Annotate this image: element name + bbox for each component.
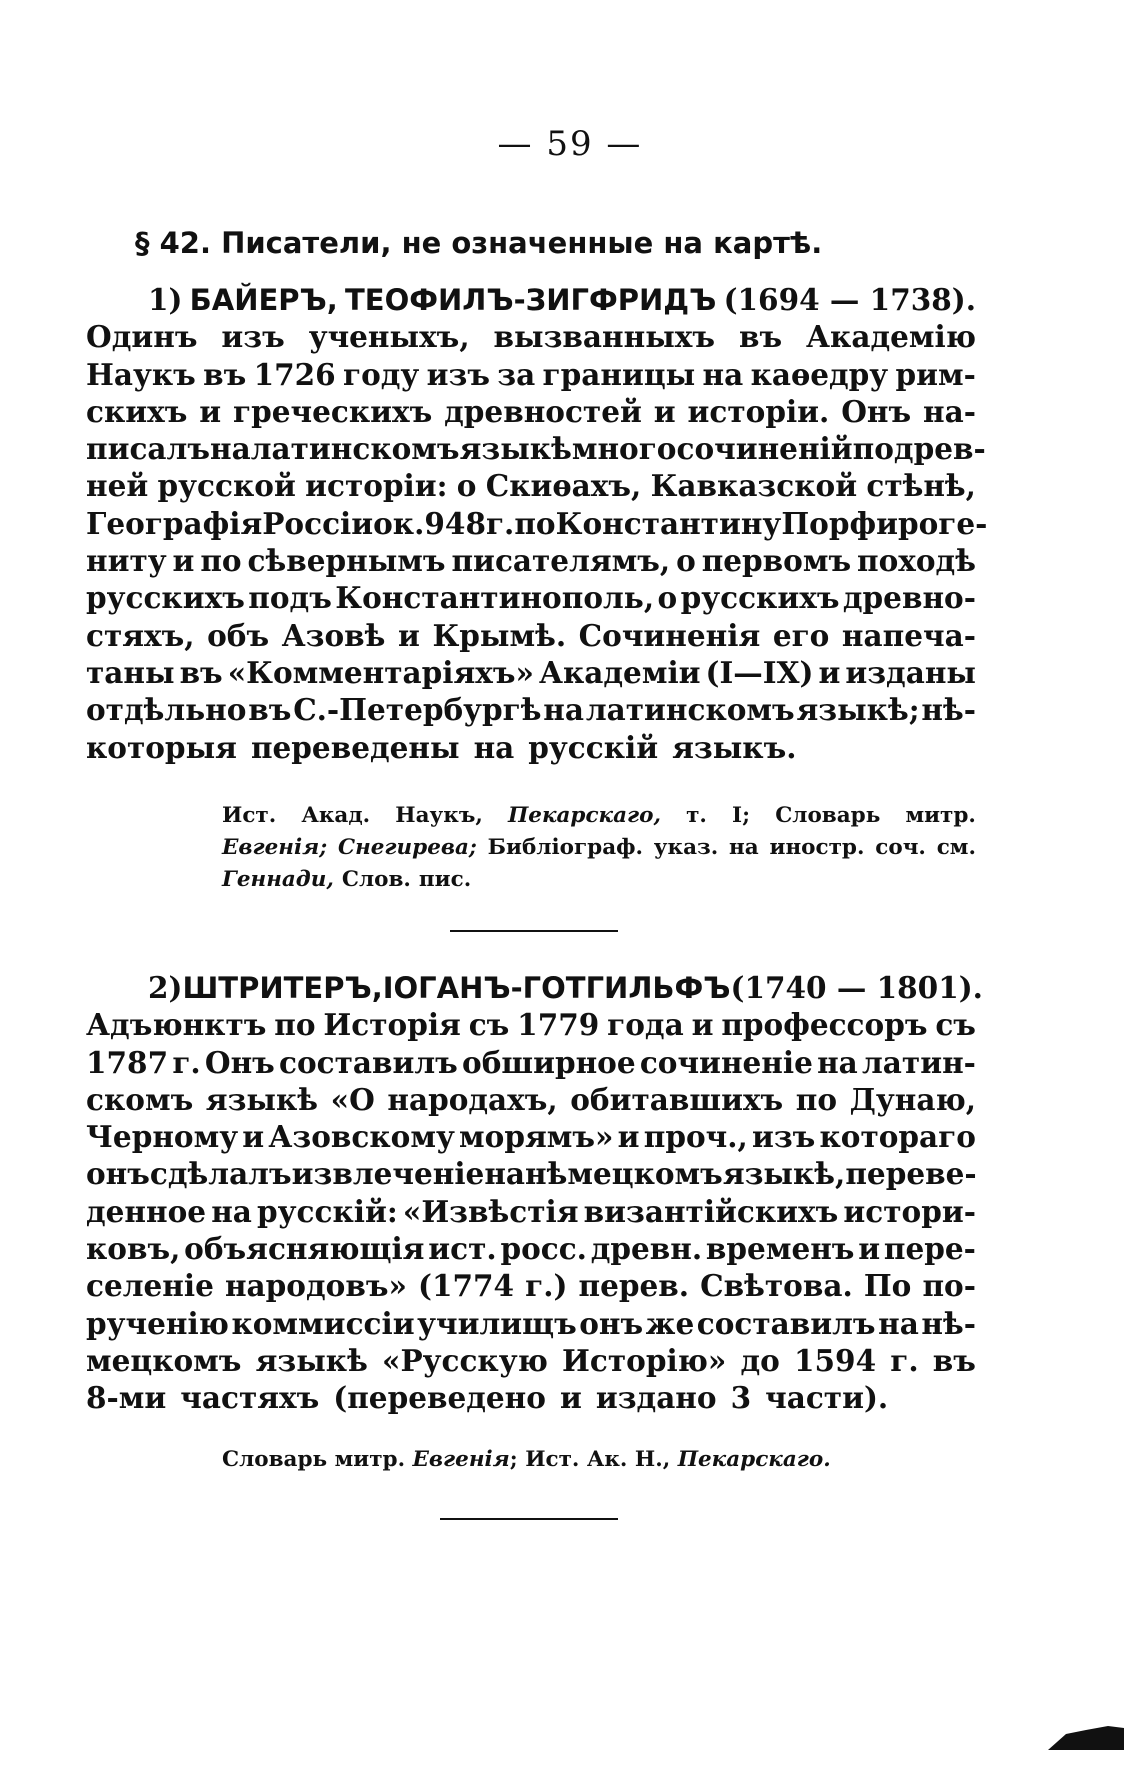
- word: ниту: [86, 543, 167, 579]
- word: и: [172, 543, 195, 579]
- reference-word: указ.: [653, 835, 719, 860]
- word: Скиѳахъ,: [485, 468, 642, 504]
- reference-word: Евгенія;: [222, 835, 328, 860]
- word: 1726: [253, 356, 336, 392]
- word: древно-: [842, 580, 976, 616]
- word: писателямъ,: [451, 543, 671, 579]
- word: и: [199, 393, 222, 429]
- word: составилъ: [696, 1305, 876, 1341]
- word: подъ: [248, 580, 332, 616]
- word: 948: [424, 505, 486, 541]
- word: исторіи.: [687, 393, 830, 429]
- word: русской: [157, 468, 296, 504]
- word: денное: [86, 1193, 207, 1229]
- word: г.: [485, 505, 515, 541]
- text-line: [86, 357, 976, 394]
- word: Одинъ: [86, 319, 198, 355]
- word: По: [863, 1268, 912, 1304]
- word: ковъ,: [86, 1231, 181, 1267]
- reference-word: т.: [686, 803, 707, 828]
- word: ТЕОФИЛЪ-ЗИГФРИДЪ: [345, 283, 717, 317]
- word: нѣмецкомъ: [525, 1156, 723, 1192]
- word: обитавшихъ: [570, 1081, 784, 1117]
- text-line: [86, 1119, 976, 1156]
- word: древ-: [893, 431, 986, 467]
- reference-word: пис.: [418, 867, 472, 892]
- word: и: [858, 1231, 881, 1267]
- word: сѣвернымъ: [247, 543, 446, 579]
- word: до: [740, 1342, 780, 1378]
- word: русскихъ: [680, 580, 840, 616]
- word: на: [878, 1305, 919, 1341]
- word: исторіи:: [305, 468, 448, 504]
- word: ок.: [373, 505, 425, 541]
- word: онъ: [579, 1305, 644, 1341]
- word: въ: [248, 692, 292, 728]
- word: и: [242, 1119, 265, 1155]
- word: Константинополь,: [335, 580, 655, 616]
- word: съ: [935, 1007, 976, 1043]
- word: Наукъ: [86, 356, 196, 392]
- word: изданы: [845, 654, 976, 690]
- word: пере-: [883, 1231, 976, 1267]
- word: о: [456, 468, 477, 504]
- word: по-: [922, 1268, 976, 1304]
- word: г.: [172, 1044, 201, 1080]
- word: и: [653, 393, 676, 429]
- word: русскій:: [257, 1193, 398, 1229]
- word: ученыхъ,: [308, 319, 470, 355]
- word: котораго: [819, 1119, 976, 1155]
- word: извлеченіе: [291, 1156, 485, 1192]
- text-line: [86, 543, 976, 580]
- word: сочиненій: [676, 431, 853, 467]
- word: Кавказской: [650, 468, 858, 504]
- word: 1787: [86, 1044, 169, 1080]
- word: Исторію»: [562, 1342, 727, 1378]
- word: проч.,: [643, 1119, 748, 1155]
- word: профессоръ: [721, 1007, 928, 1043]
- text-line: [86, 730, 976, 767]
- word: греческихъ: [233, 393, 433, 429]
- text-line: [86, 692, 976, 729]
- text-line: [86, 1231, 976, 1268]
- word: г.): [525, 1268, 568, 1304]
- word: Черному: [86, 1119, 239, 1155]
- word: нѣ-: [921, 692, 976, 728]
- word: мецкомъ: [86, 1342, 242, 1378]
- word: Географія: [86, 505, 263, 541]
- word: изъ: [221, 319, 285, 355]
- word: рученію: [86, 1305, 229, 1341]
- references-bayer: [222, 803, 976, 899]
- word: Онъ: [204, 1044, 275, 1080]
- word: много: [571, 431, 677, 467]
- word: языкѣ: [205, 1081, 319, 1117]
- word: въ: [932, 1342, 976, 1378]
- word: и: [691, 1007, 714, 1043]
- word: временъ: [705, 1231, 855, 1267]
- word: древн.: [590, 1231, 703, 1267]
- reference-word: Геннади,: [222, 867, 334, 892]
- text-line: [86, 655, 976, 692]
- word: года: [607, 1007, 684, 1043]
- word: каѳедру: [750, 356, 889, 392]
- word: въ: [203, 356, 247, 392]
- word: скихъ: [86, 393, 188, 429]
- text-line: [86, 1343, 976, 1380]
- word: училищъ: [417, 1305, 577, 1341]
- word: по: [852, 431, 894, 467]
- word: (1694 — 1738).: [723, 282, 976, 317]
- text-line: [86, 1082, 976, 1119]
- page-number: — 59 —: [497, 124, 643, 164]
- word: сочиненіе: [639, 1044, 813, 1080]
- reference-word: Словарь: [775, 803, 881, 828]
- entry-heading-line: [86, 282, 976, 319]
- word: за: [497, 356, 536, 392]
- word: Азовскому: [268, 1119, 455, 1155]
- word: на: [702, 356, 744, 392]
- reference-word: соч.: [875, 835, 926, 860]
- word: таны: [86, 654, 175, 690]
- entry-stritter: [86, 970, 983, 1418]
- reference-author-italic: Евгенія: [412, 1447, 510, 1472]
- word: морямъ»: [459, 1119, 614, 1155]
- word: латинскомъ: [250, 431, 460, 467]
- word: изъ: [751, 1119, 816, 1155]
- word: границы: [542, 356, 696, 392]
- word: рим-: [895, 356, 976, 392]
- word: 8-ми: [86, 1380, 167, 1416]
- word: и: [818, 654, 841, 690]
- reference-author-italic: Пекарскаго.: [677, 1447, 831, 1472]
- word: въ: [738, 319, 783, 355]
- ink-blot-mark: [1046, 1722, 1126, 1752]
- word: Онъ: [841, 393, 912, 429]
- word: на: [473, 729, 515, 765]
- text-line: [86, 1045, 976, 1082]
- word: языкѣ,: [722, 1156, 846, 1192]
- word: истори-: [843, 1193, 976, 1229]
- text-line: [86, 505, 988, 543]
- word: по: [795, 1081, 838, 1117]
- word: коммиссіи: [231, 1305, 415, 1341]
- word: языкѣ: [459, 431, 572, 467]
- references-stritter: [222, 1447, 982, 1472]
- word: и: [559, 1380, 582, 1416]
- reference-line: [222, 803, 976, 835]
- reference-word: Пекарскаго,: [507, 803, 661, 828]
- word: (I—IX): [705, 654, 814, 690]
- word: походѣ: [857, 543, 976, 579]
- text-line: [86, 580, 976, 617]
- text-line: [86, 1007, 976, 1044]
- word: (переведено: [333, 1380, 546, 1416]
- word: Академію: [806, 319, 976, 355]
- word: (1740 — 1801).: [730, 970, 983, 1005]
- word: въ: [179, 654, 223, 690]
- word: писалъ: [86, 431, 210, 467]
- word: Крымѣ.: [432, 617, 567, 653]
- word: году: [343, 356, 420, 392]
- word: 2): [148, 970, 183, 1005]
- word: части).: [765, 1380, 889, 1416]
- reference-line: [222, 867, 976, 899]
- word: 3: [730, 1380, 752, 1416]
- word: на: [543, 692, 585, 728]
- word: на-: [923, 393, 976, 429]
- word: «Русскую: [382, 1342, 548, 1378]
- word: Дунаю,: [849, 1081, 976, 1117]
- word: объясняющія: [184, 1231, 425, 1267]
- word: по: [514, 505, 556, 541]
- word: вызванныхъ: [493, 319, 716, 355]
- word: языкѣ;: [796, 692, 920, 728]
- entry-bayer: [86, 282, 988, 767]
- word: обширное: [462, 1044, 636, 1080]
- reference-word: Акад.: [301, 803, 371, 828]
- word: его: [772, 617, 830, 653]
- word: 1): [148, 282, 183, 317]
- word: «Комментаріяхъ»: [227, 654, 534, 690]
- separator-rule: [450, 930, 618, 932]
- reference-word: иностр.: [769, 835, 865, 860]
- word: г.: [890, 1342, 919, 1378]
- text-line: [86, 618, 976, 655]
- word: Россіи: [262, 505, 374, 541]
- word: напеча-: [841, 617, 976, 653]
- word: частяхъ: [180, 1380, 320, 1416]
- reference-word: Библіограф.: [487, 835, 643, 860]
- text-line: [86, 1268, 976, 1305]
- word: издано: [595, 1380, 717, 1416]
- word: по: [274, 1007, 316, 1043]
- word: 1594: [794, 1342, 877, 1378]
- word: и: [617, 1119, 640, 1155]
- word: русскихъ: [86, 580, 245, 616]
- word: (1774: [417, 1268, 515, 1304]
- word: которыя: [86, 729, 237, 765]
- word: народахъ,: [387, 1081, 558, 1117]
- word: перев.: [578, 1268, 690, 1304]
- reference-line: [222, 835, 976, 867]
- word: составилъ: [279, 1044, 458, 1080]
- text-line: [86, 1156, 976, 1193]
- word: Сочиненія: [578, 617, 761, 653]
- word: съ: [468, 1007, 510, 1043]
- word: первомъ: [701, 543, 852, 579]
- word: «О: [330, 1081, 375, 1117]
- word: на: [209, 431, 251, 467]
- word: Свѣтова.: [700, 1268, 853, 1304]
- word: латин-: [862, 1044, 976, 1080]
- word: русскій: [528, 729, 659, 765]
- word: изъ: [426, 356, 490, 392]
- word: нѣ-: [921, 1305, 976, 1341]
- word: отдѣльно: [86, 692, 247, 728]
- word: на: [817, 1044, 858, 1080]
- text-line: [86, 1380, 976, 1417]
- word: БАЙЕРЪ,: [189, 283, 338, 317]
- word: «Извѣстія: [402, 1193, 579, 1229]
- word: языкѣ: [255, 1342, 368, 1378]
- reference-word: Снегирева;: [337, 835, 477, 860]
- word: византійскихъ: [583, 1193, 839, 1229]
- word: народовъ»: [224, 1268, 407, 1304]
- word: древностей: [444, 393, 642, 429]
- word: Исторія: [323, 1007, 461, 1043]
- reference-text: ; Ист. Ак. Н.,: [509, 1447, 678, 1472]
- word: Константину: [555, 505, 782, 541]
- word: 1779: [517, 1007, 600, 1043]
- text-line: [86, 431, 986, 468]
- word: Академіи: [538, 654, 701, 690]
- text-line: [86, 394, 976, 431]
- separator-rule: [440, 1518, 618, 1520]
- word: С.-Петербургѣ: [293, 692, 542, 728]
- word: о: [676, 543, 696, 579]
- word: Адъюнктъ: [86, 1007, 267, 1043]
- word: ней: [86, 468, 149, 504]
- word: объ: [207, 617, 270, 653]
- word: Порфироге-: [781, 505, 988, 541]
- text-line: [86, 1194, 976, 1231]
- text-line: [86, 468, 976, 505]
- reference-word: Наукъ,: [395, 803, 483, 828]
- reference-word: митр.: [905, 803, 976, 828]
- word: переве-: [845, 1156, 977, 1192]
- text-line: [86, 1306, 976, 1343]
- reference-word: см.: [936, 835, 976, 860]
- word: сдѣлалъ: [149, 1156, 292, 1192]
- section-heading: § 42. Писатели, не означенные на картѣ.: [135, 226, 823, 260]
- word: на: [211, 1193, 252, 1229]
- reference-text: Словарь митр.: [222, 1447, 413, 1472]
- entry-heading-line: [86, 970, 983, 1007]
- word: ШТРИТЕРЪ,: [182, 971, 383, 1005]
- word: языкъ.: [672, 729, 797, 765]
- reference-word: Слов.: [341, 867, 411, 892]
- reference-word: на: [729, 835, 759, 860]
- word: по: [200, 543, 242, 579]
- word: стѣнѣ,: [866, 468, 976, 504]
- word: на: [484, 1156, 526, 1192]
- text-line: [86, 319, 976, 356]
- word: и: [397, 617, 420, 653]
- word: селеніе: [86, 1268, 214, 1304]
- word: переведены: [250, 729, 460, 765]
- word: о: [657, 580, 678, 616]
- reference-word: I;: [732, 803, 751, 828]
- word: Азовѣ: [281, 617, 386, 653]
- word: ІОГАНЪ-ГОТГИЛЬФЪ: [382, 971, 731, 1005]
- reference-word: Ист.: [222, 803, 277, 828]
- word: латинскомъ: [585, 692, 795, 728]
- word: ист.: [428, 1231, 497, 1267]
- word: же: [645, 1305, 695, 1341]
- word: стяхъ,: [86, 617, 195, 653]
- word: онъ: [86, 1156, 150, 1192]
- word: росс.: [500, 1231, 587, 1267]
- word: скомъ: [86, 1081, 194, 1117]
